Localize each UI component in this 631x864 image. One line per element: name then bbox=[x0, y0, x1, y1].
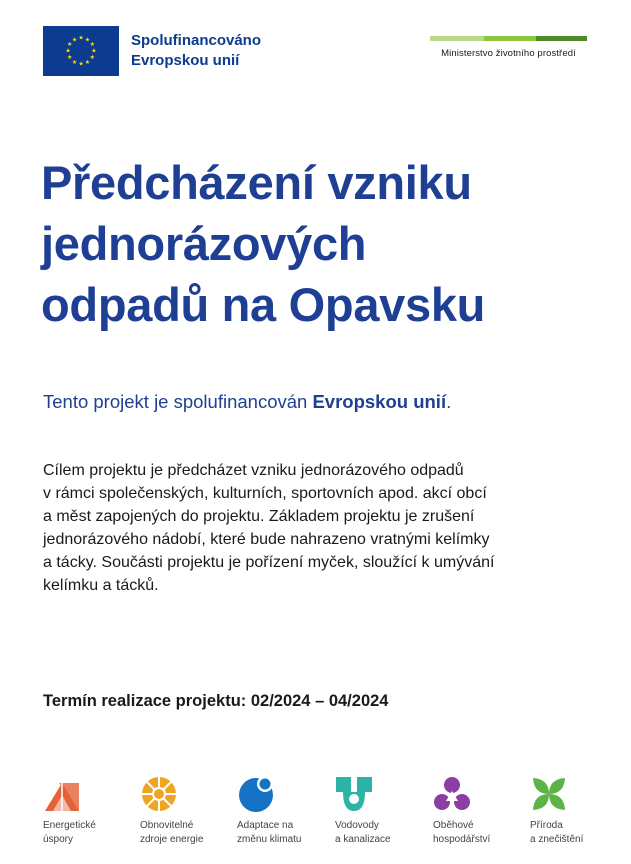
cofinancing-statement bbox=[43, 391, 451, 413]
svg-text:★: ★ bbox=[84, 59, 91, 66]
svg-text:★: ★ bbox=[67, 55, 73, 62]
energy-savings-line1: Energetické bbox=[43, 820, 96, 831]
area-water-sewerage bbox=[335, 775, 427, 847]
nature-pollution-icon bbox=[530, 775, 568, 813]
project-description bbox=[43, 459, 588, 597]
ministry-bar-dark bbox=[536, 36, 587, 41]
svg-text:★: ★ bbox=[89, 55, 95, 62]
description-line6: kelímku a tácků. bbox=[43, 577, 159, 594]
area-circular-economy bbox=[433, 775, 525, 847]
description-line1: Cílem projektu je předcházet vzniku jednorázového odpadů bbox=[43, 462, 464, 479]
ministry-bar-light bbox=[430, 36, 484, 41]
svg-text:★: ★ bbox=[78, 35, 84, 42]
water-sewerage-line2: a kanalizace bbox=[335, 834, 391, 845]
ministry-logo bbox=[430, 36, 587, 59]
svg-text:★: ★ bbox=[89, 42, 95, 49]
water-sewerage-icon bbox=[335, 775, 373, 813]
energy-savings-icon bbox=[43, 775, 81, 813]
circular-economy-line2: hospodářství bbox=[433, 834, 491, 845]
svg-text:★: ★ bbox=[71, 37, 78, 44]
nature-pollution-line2: a znečištění bbox=[530, 834, 584, 845]
water-sewerage-line1: Vodovody bbox=[335, 820, 379, 831]
circular-economy-line1: Oběhové bbox=[433, 820, 474, 831]
area-nature-pollution bbox=[530, 775, 622, 847]
climate-adaptation-line2: změnu klimatu bbox=[237, 834, 302, 845]
eu-logo-text bbox=[131, 31, 261, 71]
title-line2: jednorázových bbox=[41, 217, 367, 270]
nature-pollution-label bbox=[530, 819, 622, 847]
svg-text:★: ★ bbox=[65, 48, 71, 55]
project-term: Termín realizace projektu: 02/2024 – 04/2024 bbox=[43, 692, 389, 710]
area-climate-adaptation bbox=[237, 775, 329, 847]
renewable-sources-line1: Obnovitelné bbox=[140, 820, 194, 831]
climate-adaptation-label bbox=[237, 819, 329, 847]
circular-economy-label bbox=[433, 819, 525, 847]
circular-economy-icon bbox=[433, 775, 471, 813]
subtitle-suffix: . bbox=[446, 391, 452, 412]
eu-cofinanced-logo bbox=[43, 26, 261, 76]
title-line3: odpadů na Opavsku bbox=[41, 278, 486, 331]
description-line5: a tácky. Součásti projektu je pořízení myček, sloužící k umývání bbox=[43, 554, 495, 571]
climate-adaptation-line1: Adaptace na bbox=[237, 820, 294, 831]
renewable-sources-line2: zdroje energie bbox=[140, 834, 204, 845]
renewable-sources-icon bbox=[140, 775, 178, 813]
subtitle-bold: Evropskou unií bbox=[312, 391, 447, 412]
title-line1: Předcházení vzniku bbox=[41, 156, 472, 209]
eu-flag-icon bbox=[43, 26, 119, 76]
nature-pollution-line1: Příroda bbox=[530, 820, 563, 831]
description-line2: v rámci společenských, kulturních, sportovních apod. akcí obcí bbox=[43, 485, 487, 502]
ministry-bar-mid bbox=[484, 36, 536, 41]
ministry-name: Ministerstvo životního prostředí bbox=[441, 48, 576, 59]
eu-logo-line1: Spolufinancováno bbox=[131, 32, 262, 49]
energy-savings-label bbox=[43, 819, 135, 847]
climate-adaptation-icon bbox=[237, 775, 275, 813]
svg-text:★: ★ bbox=[91, 48, 97, 55]
svg-text:★: ★ bbox=[71, 59, 78, 66]
description-line4: jednorázového nádobí, které bude nahrazeno vratnými kelímky bbox=[43, 531, 490, 548]
page-title bbox=[41, 152, 601, 335]
svg-text:★: ★ bbox=[84, 37, 91, 44]
ministry-logo-bars bbox=[430, 36, 587, 41]
energy-savings-line2: úspory bbox=[43, 834, 74, 845]
subtitle-prefix: Tento projekt je spolufinancován bbox=[43, 391, 313, 412]
area-renewable-sources bbox=[140, 775, 232, 847]
eu-logo-line2: Evropskou unií bbox=[131, 52, 240, 69]
water-sewerage-label bbox=[335, 819, 427, 847]
renewable-sources-label bbox=[140, 819, 232, 847]
description-line3: a měst zapojených do projektu. Základem projektu je zrušení bbox=[43, 508, 475, 525]
svg-text:★: ★ bbox=[78, 61, 84, 68]
svg-text:★: ★ bbox=[67, 42, 73, 49]
area-energy-savings bbox=[43, 775, 135, 847]
